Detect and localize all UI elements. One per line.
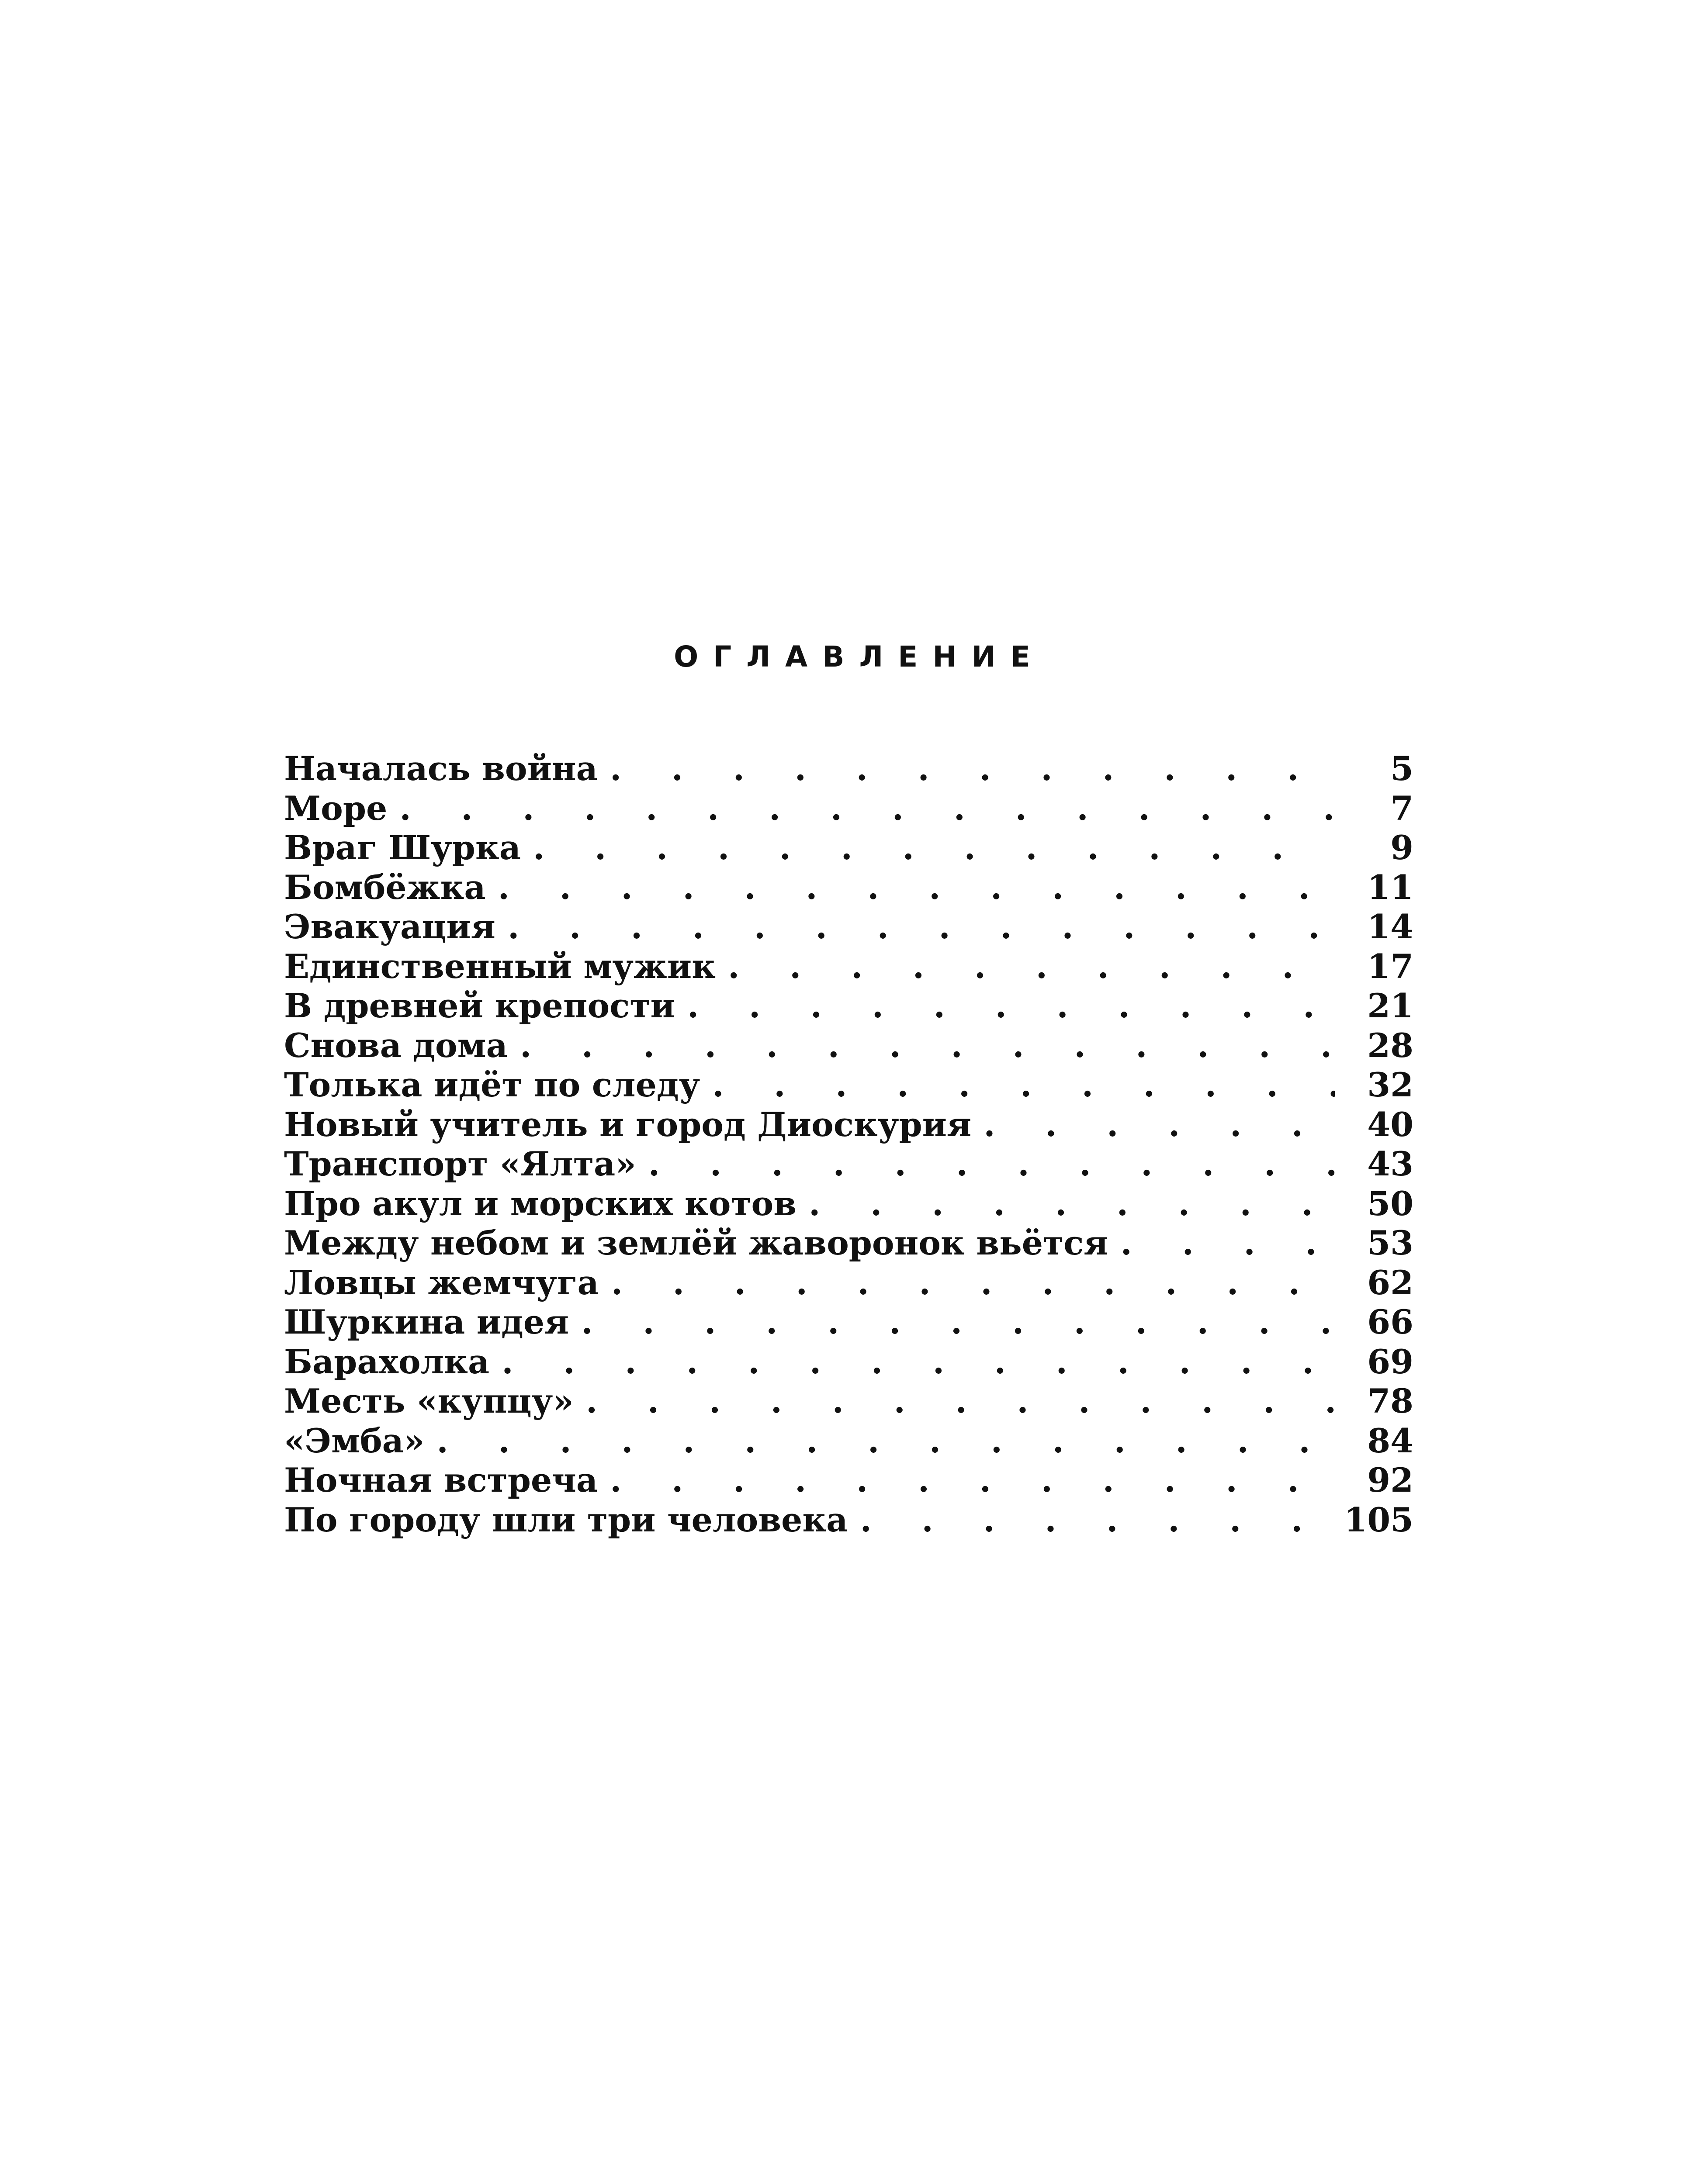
toc-entry[interactable]: [284, 907, 1413, 947]
toc-entry-title: Бомбёжка: [284, 867, 486, 907]
toc-leader-dots: [971, 1105, 1335, 1144]
toc-entry[interactable]: [284, 868, 1413, 908]
toc-entry-title: Между небом и землёй жаворонок вьётся: [284, 1223, 1108, 1262]
toc-leader-dots: [495, 907, 1335, 947]
toc-entry-page: 32: [1367, 1065, 1413, 1104]
toc-entry-title: Эвакуация: [284, 907, 495, 946]
toc-entry-title: Транспорт «Ялта»: [284, 1144, 636, 1183]
toc-entry-page: 92: [1367, 1461, 1413, 1500]
toc-entry-title: Началась война: [284, 749, 598, 788]
toc-entry-title: Шуркина идея: [284, 1303, 569, 1341]
toc-leader-dots: [848, 1500, 1326, 1540]
toc-entry-title: Барахолка: [284, 1342, 490, 1381]
toc-entry-title: Снова дома: [284, 1026, 508, 1065]
toc-entry[interactable]: [284, 1461, 1413, 1500]
toc-leader-dots: [387, 789, 1335, 828]
toc-entry-page: 11: [1367, 867, 1413, 907]
toc-entry-page: 40: [1367, 1105, 1413, 1144]
toc-entry[interactable]: [284, 1184, 1413, 1224]
toc-leader-dots: [521, 828, 1335, 867]
toc-entry-page: 69: [1367, 1342, 1413, 1381]
toc-entry[interactable]: [284, 1382, 1413, 1421]
toc-entry[interactable]: [284, 789, 1413, 829]
table-of-contents: [284, 749, 1413, 1540]
toc-leader-dots: [508, 1026, 1335, 1065]
toc-entry[interactable]: [284, 947, 1413, 987]
toc-entry-page: 28: [1367, 1026, 1413, 1065]
toc-entry[interactable]: [284, 1303, 1413, 1342]
toc-entry[interactable]: [284, 749, 1413, 789]
toc-entry[interactable]: [284, 1144, 1413, 1184]
page-title: ОГЛАВЛЕНИЕ: [674, 640, 1045, 674]
toc-entry-page: 66: [1367, 1303, 1413, 1341]
toc-entry-page: 53: [1367, 1223, 1413, 1262]
toc-entry-page: 43: [1367, 1144, 1413, 1183]
toc-entry-title: Единственный мужик: [284, 947, 716, 986]
toc-entry-page: 50: [1367, 1184, 1413, 1223]
toc-entry[interactable]: [284, 1263, 1413, 1303]
toc-entry-title: «Эмба»: [284, 1421, 425, 1460]
toc-leader-dots: [797, 1184, 1335, 1223]
toc-leader-dots: [599, 1263, 1335, 1303]
toc-entry-page: 5: [1390, 749, 1413, 788]
toc-entry-title: По городу шли три человека: [284, 1500, 848, 1539]
toc-entry-page: 78: [1367, 1382, 1413, 1420]
toc-leader-dots: [636, 1144, 1335, 1184]
toc-entry-title: Месть «купцу»: [284, 1382, 574, 1420]
toc-leader-dots: [675, 986, 1335, 1026]
toc-entry[interactable]: [284, 1500, 1413, 1540]
toc-entry-page: 7: [1390, 788, 1413, 828]
toc-entry-page: 62: [1367, 1263, 1413, 1302]
toc-entry-title: Толька идёт по следу: [284, 1065, 700, 1104]
toc-leader-dots: [716, 947, 1335, 986]
toc-leader-dots: [486, 868, 1335, 907]
toc-entry-title: Про акул и морских котов: [284, 1184, 797, 1223]
toc-leader-dots: [598, 1461, 1335, 1500]
toc-leader-dots: [424, 1421, 1335, 1461]
toc-entry-page: 17: [1367, 947, 1413, 986]
toc-entry-title: В древней крепости: [284, 986, 675, 1025]
toc-entry-page: 21: [1367, 986, 1413, 1025]
toc-entry-title: Ночная встреча: [284, 1461, 598, 1500]
toc-leader-dots: [574, 1382, 1335, 1421]
toc-leader-dots: [598, 749, 1335, 788]
toc-entry[interactable]: [284, 1223, 1413, 1263]
toc-entry[interactable]: [284, 1421, 1413, 1461]
toc-entry-title: Враг Шурка: [284, 828, 521, 867]
toc-entry[interactable]: [284, 1065, 1413, 1105]
toc-leader-dots: [489, 1342, 1335, 1382]
toc-entry[interactable]: [284, 1342, 1413, 1382]
toc-entry[interactable]: [284, 828, 1413, 868]
toc-entry-title: Ловцы жемчуга: [284, 1263, 599, 1302]
toc-leader-dots: [569, 1303, 1335, 1342]
toc-entry-title: Новый учитель и город Диоскурия: [284, 1105, 972, 1144]
toc-entry-page: 14: [1367, 907, 1413, 946]
toc-leader-dots: [700, 1065, 1335, 1105]
toc-entry[interactable]: [284, 1026, 1413, 1066]
toc-entry[interactable]: [284, 986, 1413, 1026]
toc-entry-page: 84: [1367, 1421, 1413, 1460]
toc-entry-page: 9: [1390, 828, 1413, 867]
toc-entry-title: Море: [284, 788, 388, 828]
toc-entry[interactable]: [284, 1105, 1413, 1145]
toc-entry-page: 105: [1344, 1500, 1413, 1539]
toc-leader-dots: [1108, 1223, 1335, 1263]
